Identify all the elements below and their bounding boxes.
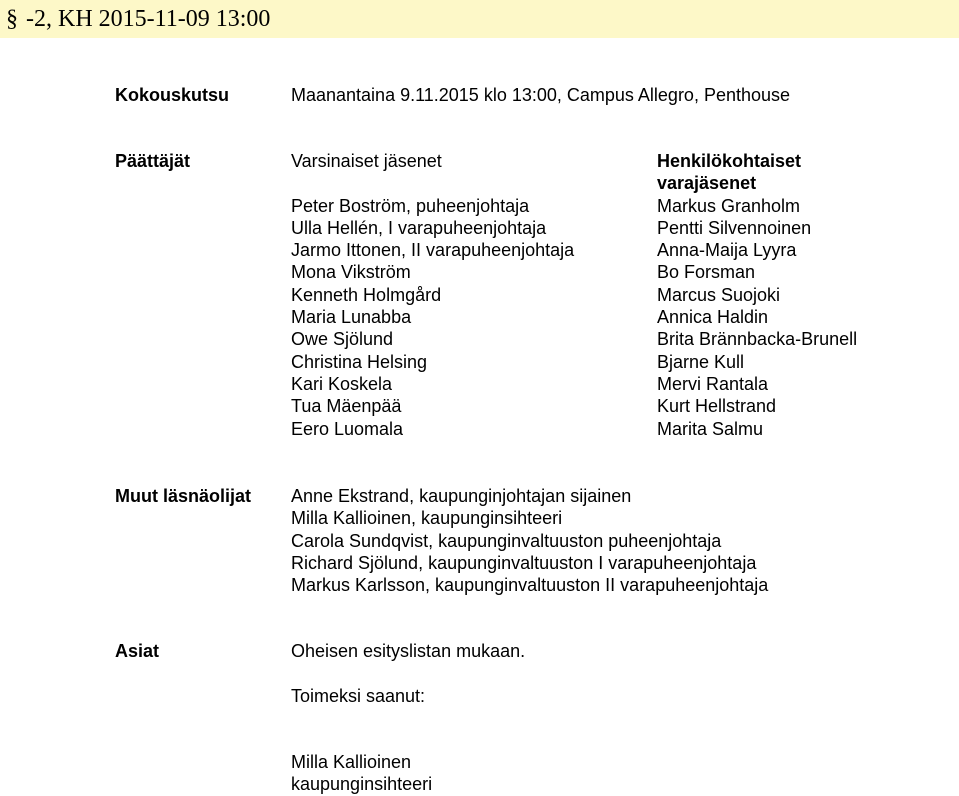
members-list <box>291 195 574 440</box>
deputy-item: Markus Granholm <box>657 195 801 216</box>
deputy-item: Marita Salmu <box>657 418 764 439</box>
deputy-item: Annica Haldin <box>657 307 769 328</box>
deputies-heading <box>657 150 801 195</box>
member-item: Maria Lunabba <box>291 307 412 328</box>
member-item: Peter Boström, puheenjohtaja <box>291 195 530 216</box>
members-column <box>291 150 574 440</box>
deputies-heading-line1: Henkilökohtaiset <box>657 151 802 171</box>
assigned-label: Toimeksi saanut: <box>291 686 426 706</box>
meeting-details: Maanantaina 9.11.2015 klo 13:00, Campus Allegro, Penthouse <box>291 85 791 105</box>
header-title <box>6 5 270 33</box>
deputies-list <box>657 195 857 440</box>
deputy-item: Pentti Silvennoinen <box>657 217 812 238</box>
attendee-item: Richard Sjölund, kaupunginvaltuuston I varapuheenjohtaja <box>291 552 757 573</box>
signer-title: kaupunginsihteeri <box>291 774 433 795</box>
others-label: Muut läsnäolijat <box>115 486 252 506</box>
deputy-item: Bo Forsman <box>657 262 756 283</box>
member-item: Tua Mäenpää <box>291 396 402 417</box>
matters-label: Asiat <box>115 641 160 661</box>
others-list <box>291 485 768 596</box>
attendee-item: Carola Sundqvist, kaupunginvaltuuston puheenjohtaja <box>291 530 722 551</box>
attendee-item: Markus Karlsson, kaupunginvaltuuston II varapuheenjohtaja <box>291 575 769 596</box>
members-spacer <box>291 172 574 194</box>
deputies-heading-line2: varajäsenet <box>657 173 757 194</box>
deputy-item: Bjarne Kull <box>657 351 745 372</box>
deputy-item: Marcus Suojoki <box>657 284 781 305</box>
member-item: Kenneth Holmgård <box>291 284 442 305</box>
member-item: Mona Vikström <box>291 262 411 283</box>
deputy-item: Kurt Hellstrand <box>657 396 777 417</box>
attendee-item: Anne Ekstrand, kaupunginjohtajan sijainen <box>291 486 632 506</box>
deputy-item: Brita Brännbacka-Brunell <box>657 329 858 350</box>
meeting-label: Kokouskutsu <box>115 85 230 105</box>
member-item: Kari Koskela <box>291 373 393 394</box>
member-item: Eero Luomala <box>291 418 404 439</box>
document-header <box>0 0 959 38</box>
deputy-item: Mervi Rantala <box>657 373 769 394</box>
attendee-item: Milla Kallioinen, kaupunginsihteeri <box>291 508 563 529</box>
member-item: Christina Helsing <box>291 351 428 372</box>
deputy-item: Anna-Maija Lyyra <box>657 240 797 261</box>
deciders-label: Päättäjät <box>115 151 191 171</box>
members-heading: Varsinaiset jäsenet <box>291 151 442 171</box>
matters-text: Oheisen esityslistan mukaan. <box>291 641 526 661</box>
signer-block <box>291 751 432 796</box>
header-label: -2, KH 2015-11-09 13:00 <box>26 6 271 32</box>
member-item: Ulla Hellén, I varapuheenjohtaja <box>291 217 547 238</box>
signer-name: Milla Kallioinen <box>291 752 412 772</box>
section-marker: § <box>6 6 18 32</box>
member-item: Jarmo Ittonen, II varapuheenjohtaja <box>291 240 575 261</box>
member-item: Owe Sjölund <box>291 329 394 350</box>
